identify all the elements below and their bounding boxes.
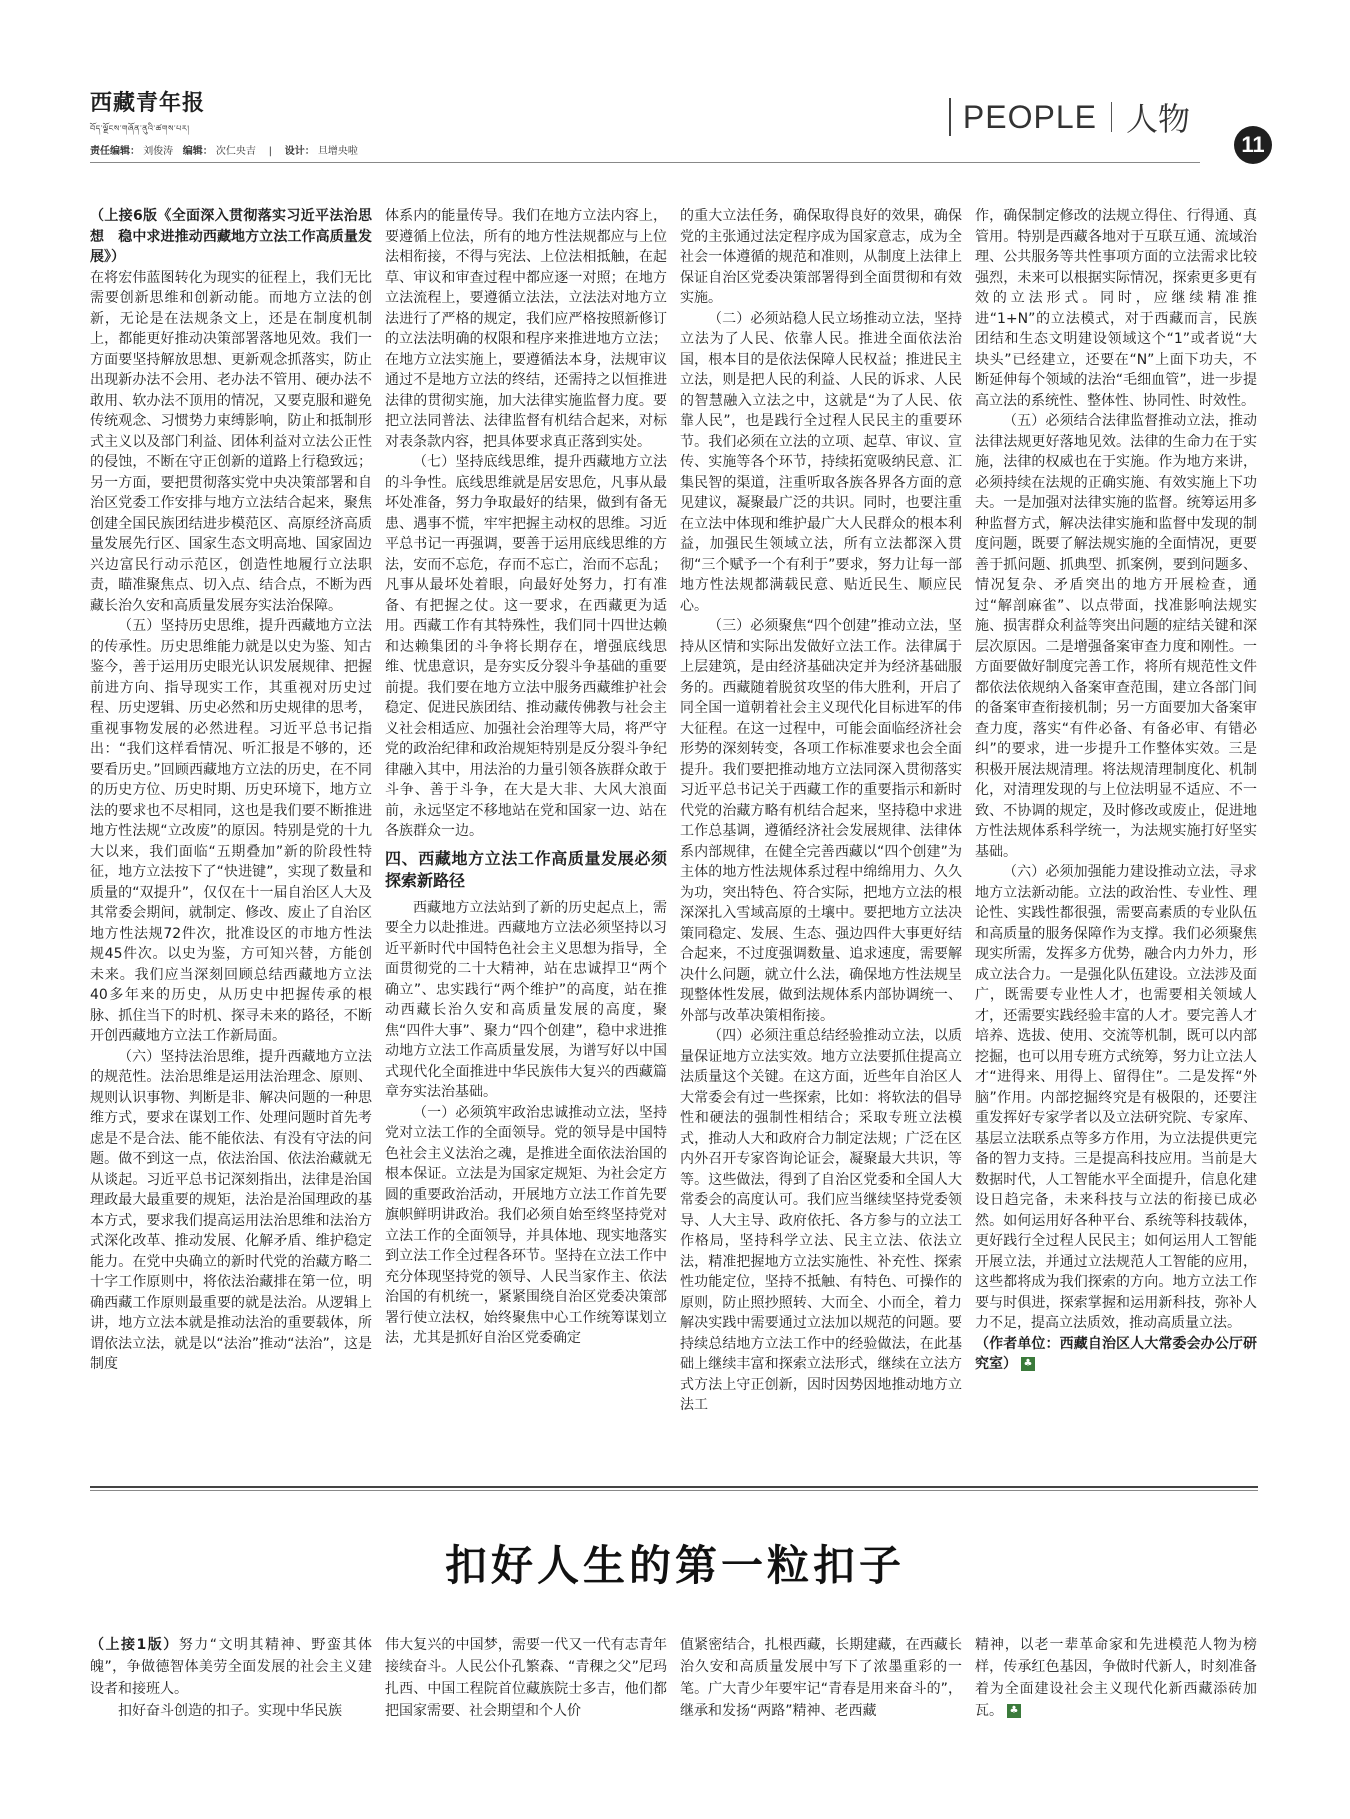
article2-column-3 xyxy=(680,1634,962,1722)
paragraph xyxy=(90,1047,372,1375)
paragraph-text: 努力“文明其精神、野蛮其体魄”，争做德智体美劳全面发展的社会主义建设者和接班人。 xyxy=(90,1637,372,1697)
paragraph xyxy=(385,452,667,842)
paragraph-text: 值紧密结合，扎根西藏，长期建藏，在西藏长治久安和高质量发展中写下了浓墨重彩的一笔。广大青少年要牢记“青春是用来奋斗的”，继承和发扬“两路”精神、老西藏 xyxy=(680,1637,962,1719)
editor-label: 责任编辑： xyxy=(90,146,140,157)
article-column-4 xyxy=(975,206,1257,1481)
paragraph-text: （五）坚持历史思维，提升西藏地方立法的传承性。历史思维能力就是以史为鉴、知古鉴今，善于运用历史眼光认识发展规律、把握前进方向、指导现实工作，其重视对历史过程、历史逻辑、历史必然和历史规律的思考，重视事物发展的必然进程。习近平总书记指出：“我们这样看情况、听汇报是不够的，还要看历史。”回顾西藏地方立法的历史，在不同的历史方位、历史时期、历史环境下，地方立法的要求也不尽相同，这也是我们要不断推进地方性法规“立改废”的原因。特别是党的十九大以来，我们面临“五期叠加”新的阶段性特征，地方立法按下了“快进键”，实现了数量和质量的“双提升”，仅仅在十一届自治区人大及其常委会期间，就制定、修改、废止了自治区地方性法规72件次，批准设区的市地方性法规45件次。以史为鉴，方可知兴替，方能创未来。我们应当深刻回顾总结西藏地方立法40多年来的历史，从历史中把握传承的根脉、抓住当下的时机、探寻未来的路径，不断开创西藏地方立法工作新局面。 xyxy=(90,618,372,1044)
paragraph-text: （一）必须筑牢政治忠诚推动立法，坚持党对立法工作的全面领导。党的领导是中国特色社会主义法治之魂，是推进全面依法治国的根本保证。立法是为国家定规矩、为社会定方圆的重要政治活动，开展地方立法工作首先要旗帜鲜明讲政治。我们必须自始至终坚持党对立法工作的全面领导，并具体地、现实地落实到立法工作全过程各环节。坚持在立法工作中充分体现坚持党的领导、人民当家作主、依法治国的有机统一，紧紧围绕自治区党委决策部署行使立法权，始终聚焦中心工作统筹谋划立法，尤其是抓好自治区党委确定 xyxy=(385,1104,667,1346)
paragraph xyxy=(680,616,962,1026)
paragraph xyxy=(680,206,962,309)
section-title-en: PEOPLE xyxy=(962,98,1097,135)
paragraph-text: （四）必须注重总结经验推动立法，以质量保证地方立法实效。地方立法要抓住提高立法质量这个关键。在这方面，近些年自治区人大常委会有过一些探索，比如：将软法的倡导性和硬法的强制性相结合；采取专班立法模式，推动人大和政府合力制定法规；广泛在区内外召开专家咨询论证会，凝聚最大共识，等等。这些做法，得到了自治区党委和全国人大常委会的高度认可。我们应当继续坚持党委领导、人大主导、政府依托、各方参与的立法工作格局，坚持科学立法、民主立法、依法立法，精准把握地方立法实施性、补充性、探索性功能定位，坚持不抵触、有特色、可操作的原则，防止照抄照转、大而全、小而全，着力解决实践中需要通过立法加以规范的问题。要持续总结地方立法工作中的经验做法，在此基础上继续丰富和探索立法形式，继续在立法方式方法上守正创新，因时因势因地推动地方立法工 xyxy=(680,1028,962,1413)
paragraph xyxy=(90,206,372,268)
paragraph-text: （七）坚持底线思维，提升西藏地方立法的斗争性。底线思维就是居安思危，凡事从最坏处准备，努力争取最好的结果，做到有备无患、遇事不慌，牢牢把握主动权的思维。习近平总书记一再强调，要善于运用底线思维的方法，安而不忘危，存而不忘亡，治而不忘乱；凡事从最坏处着眼，向最好处努力，打有准备、有把握之仗。这一要求，在西藏更为适用。西藏工作有其特殊性，我们同十四世达赖和达赖集团的斗争将长期存在，增强底线思维、忧患意识，是夯实反分裂斗争基础的重要前提。我们要在地方立法中服务西藏维护社会稳定、促进民族团结、推动藏传佛教与社会主义社会相适应、加强社会治理等大局，将严守党的政治纪律和政治规矩特别是反分裂斗争纪律融入其中，用法治的力量引领各族群众敢于斗争、善于斗争，在大是大非、大风大浪面前，永远坚定不移地站在党和国家一边、站在各族群众一边。 xyxy=(385,454,667,839)
paragraph xyxy=(385,898,667,1103)
paragraph xyxy=(680,1634,962,1722)
paragraph xyxy=(680,1026,962,1416)
page-number: 11 xyxy=(1234,126,1272,164)
paragraph xyxy=(975,206,1257,411)
paragraph-text: 扣好奋斗创造的扣子。实现中华民族 xyxy=(118,1703,342,1719)
editor2-label: 编辑： xyxy=(182,146,213,157)
paragraph xyxy=(975,411,1257,862)
newspaper-logo: 西藏青年报 xyxy=(90,90,206,116)
section-title-cn: 人物 xyxy=(1125,100,1190,138)
masthead xyxy=(90,86,250,142)
article-body xyxy=(90,206,1258,1481)
credits-separator: | xyxy=(268,146,273,157)
paragraph-text: （三）必须聚焦“四个创建”推动立法，坚持从区情和实际出发做好立法工作。法律属于上层建筑，是由经济基础决定并为经济基础服务的。西藏随着脱贫攻坚的伟大胜利，开启了同全国一道朝着社会主义现代化目标进军的伟大征程。在这一过程中，可能会面临经济社会形势的深刻转变，各项工作标准要求也会全面提升。我们要把推动地方立法同深入贯彻落实习近平总书记关于西藏工作的重要指示和新时代党的治藏方略有机结合起来，坚持稳中求进工作总基调，遵循经济社会发展规律、法律体系内部规律，在健全完善西藏以“四个创建”为主体的地方性法规体系过程中绵绵用力、久久为功，突出特色、符合实际，把地方立法的根深深扎入雪域高原的土壤中。要把地方立法决策同稳定、发展、生态、强边四件大事更好结合起来，不过度强调数量、追求速度，需要解决什么问题，就立什么法，确保地方性法规呈现整体性发展，做到法规体系内部协调统一、外部与改革决策相衔接。 xyxy=(680,618,962,1024)
header-rule xyxy=(90,162,1200,163)
paragraph-text: （二）必须站稳人民立场推动立法，坚持立法为了人民、依靠人民。推进全面依法治国，根本目的是依法保障人民权益；推进民主立法，则是把人民的利益、人民的诉求、人民的智慧融入立法之中，这就是“为了人民、依靠人民”，也是践行全过程人民民主的重要环节。我们必须在立法的立项、起草、审议、宣传、实施等各个环节，持续拓宽吸纳民意、汇集民智的渠道，注重听取各族各界各方面的意见建议，凝聚最广泛的共识。同时，也要注重在立法中体现和维护最广大人民群众的根本利益，加强民生领域立法，所有立法都深入贯彻“三个赋予一个有利于”要求，努力让每一部地方性法规都满载民意、贴近民生、顺应民心。 xyxy=(680,310,962,614)
paragraph xyxy=(90,1634,372,1700)
editor-name: 刘俊涛 xyxy=(143,146,174,157)
paragraph-text: 伟大复兴的中国梦，需要一代又一代有志青年接续奋斗。人民公仆孔繁森、“青稞之父”尼玛扎西、中国工程院首位藏族院士多吉，他们都把国家需要、社会期望和个人价 xyxy=(385,1637,667,1719)
paragraph-text: 四、西藏地方立法工作高质量发展必须探索新路径 xyxy=(385,848,667,890)
paragraph-text: （作者单位：西藏自治区人大常委会办公厅研究室） xyxy=(975,1335,1257,1372)
paragraph-text: 的重大立法任务，确保取得良好的效果，确保党的主张通过法定程序成为国家意志，成为全社会一体遵循的规范和准则，从制度上法律上保证自治区党委决策部署得到全面贯彻和有效实施。 xyxy=(680,208,962,306)
paragraph-text: （六）坚持法治思维，提升西藏地方立法的规范性。法治思维是运用法治理念、原则、规则认识事物、判断是非、解决问题的一种思维方式，要求在谋划工作、处理问题时首先考虑是不是合法、能不能依法、有没有守法的问题。做不到这一点，依法治国、依法治藏就无从谈起。习近平总书记深刻指出，法律是治国理政最大最重要的规矩，法治是治国理政的基本方式，要求我们提高运用法治思维和法治方式深化改革、推动发展、化解矛盾、维护稳定能力。在党中央确立的新时代党的治藏方略二十字工作原则中，将依法治藏排在第一位，明确西藏工作原则最重要的就是法治。从逻辑上讲，地方立法本就是推动法治的重要载体，所谓依法立法，就是以“法治”推动“法治”，这是制度 xyxy=(90,1048,372,1372)
editor2-name: 次仁央吉 xyxy=(215,146,256,157)
section-heading xyxy=(385,848,667,892)
paragraph xyxy=(90,616,372,1047)
article2-column-4 xyxy=(975,1634,1257,1722)
section-header xyxy=(949,94,1190,140)
paragraph-text: （五）必须结合法律监督推动立法，推动法律法规更好落地见效。法律的生命力在于实施，法律的权威也在于实施。作为地方来讲，必须持续在法规的正确实施、有效实施上下功夫。一是加强对法律实施的监督。统筹运用多种监督方式，解决法律实施和监督中发现的制度问题，既要了解法规实施的全面情况，更要善于抓问题、抓典型、抓案例，要到问题多、情况复杂、矛盾突出的地方开展检查，通过“解剖麻雀”、以点带面，找准影响法规实施、损害群众利益等突出问题的症结关键和深层次原因。二是增强备案审查力度和刚性。一方面要做好制度完善工作，将所有规范性文件都依法依规纳入备案审查范围，建立各部门间的备案审查衔接机制；另一方面要加大备案审查力度，落实“有件必备、有备必审、有错必纠”的要求，进一步提升工作整体实效。三是积极开展法规清理。将法规清理制度化、机制化，对清理发现的与上位法明显不适应、不一致、不协调的规定，及时修改或废止，促进地方性法规体系科学统一，为法规实施打好坚实基础。 xyxy=(975,413,1257,860)
paragraph xyxy=(385,1634,667,1722)
paragraph-text: （六）必须加强能力建设推动立法，寻求地方立法新动能。立法的政治性、专业性、理论性、实践性都很强，需要高素质的专业队伍和高质量的服务保障作为支撑。我们必须聚焦现实所需，发挥多方优势，融合内力外力，形成立法合力。一是强化队伍建设。立法涉及面广，既需要专业性人才，也需要相关领域人才，还需要实践经验丰富的人才。要完善人才培养、选拔、使用、交流等机制，既可以内部挖掘，也可以用专班方式统筹，努力让立法人才“进得来、用得上、留得住”。二是发挥“外脑”作用。内部挖掘终究是有极限的，还要注重发挥好专家学者以及立法研究院、专家库、基层立法联系点等多方作用，为立法提供更完备的智力支持。三是提高科技应用。当前是大数据时代，人工智能水平全面提升，信息化建设日趋完备，未来科技与立法的衔接已成必然。如何运用好各种平台、系统等科技载体，更好践行全过程人民民主；如何运用人工智能开展立法，并通过立法规范人工智能的应用，这些都将成为我们探索的方向。地方立法工作要与时俱进，探索掌握和运用新科技，弥补人力不足，提高立法质效，推动高质量立法。 xyxy=(975,864,1257,1331)
paragraph xyxy=(90,268,372,617)
continuation-note: （上接1版） xyxy=(90,1637,179,1653)
paragraph-text: 精神，以老一辈革命家和先进模范人物为榜样，传承红色基因，争做时代新人，时刻准备着为全面建设社会主义现代化新西藏添砖加瓦。 xyxy=(975,1637,1257,1719)
paragraph-text: （上接6版《全面深入贯彻落实习近平法治思想 稳中求进推动西藏地方立法工作高质量发展》） xyxy=(90,208,372,265)
paragraph xyxy=(680,309,962,617)
newspaper-logo-tibetan: བོད་ལྗོངས་གཞོན་ནུའི་ཚགས་པར། xyxy=(90,124,190,133)
paragraph-text: 作，确保制定修改的法规立得住、行得通、真管用。特别是西藏各地对于互联互通、流域治理、公共服务等共性事项方面的立法需求比较强烈，未来可以根据实际情况，探索更多更有效的立法形式。同时，应继续精准推进“1+N”的立法模式，对于西藏而言，民族团结和生态文明建设领域这个“1”或者说“大块头”已经建立，还要在“N”上面下功夫，不断延伸每个领域的法治“毛细血管”，进一步提高立法的系统性、整体性、协同性、时效性。 xyxy=(975,208,1257,409)
paragraph xyxy=(90,1700,372,1722)
end-mark-icon: ♣ xyxy=(1021,1357,1035,1371)
paragraph xyxy=(975,862,1257,1334)
credits-line xyxy=(90,142,358,157)
section-bar xyxy=(949,98,951,136)
paragraph-text: 西藏地方立法站到了新的历史起点上，需要全力以赴推进。西藏地方立法必须坚持以习近平新时代中国特色社会主义思想为指导，全面贯彻党的二十大精神，站在忠诚捍卫“两个确立”、忠实践行“两个维护”的高度，站在推动西藏长治久安和高质量发展的高度，聚焦“四件大事”、聚力“四个创建”，稳中求进推动地方立法工作高质量发展，为谱写好以中国式现代化全面推进中华民族伟大复兴的西藏篇章夯实法治基础。 xyxy=(385,899,667,1100)
designer-name: 旦增央啦 xyxy=(317,146,358,157)
section-divider-thin xyxy=(90,1490,1258,1491)
paragraph-text: 体系内的能量传导。我们在地方立法内容上，要遵循上位法，所有的地方性法规都应与上位法相衔接，不得与宪法、上位法相抵触，在起草、审议和审查过程中都应逐一对照；在地方立法流程上，要遵循立法法，立法法对地方立法进行了严格的规定，我们应严格按照新修订的立法法明确的权限和程序来推进地方立法；在地方立法实施上，要遵循法本身，法规审议通过不是地方立法的终结，还需持之以恒推进法律的贯彻实施，加大法律实施监督力度。要把立法同普法、法律监督有机结合起来，对标对表条款内容，把具体要求真正落到实处。 xyxy=(385,208,667,450)
article2-column-1 xyxy=(90,1634,372,1722)
section-divider xyxy=(90,1486,1258,1488)
end-mark-icon: ♣ xyxy=(1007,1704,1021,1718)
article-column-1 xyxy=(90,206,372,1481)
designer-label: 设计： xyxy=(284,146,315,157)
article2-column-2 xyxy=(385,1634,667,1722)
paragraph-text: 在将宏伟蓝图转化为现实的征程上，我们无比需要创新思维和创新动能。而地方立法的创新，无论是在法规条文上，还是在制度机制上，都能更好推动决策部署落地见效。我们一方面要坚持解放思想、更新观念抓落实，防止出现新办法不会用、老办法不管用、硬办法不敢用、软办法不顶用的情况，又要克服和避免传统观念、习惯势力束缚影响，防止和抵制形式主义以及部门利益、团体利益对立法公正性的侵蚀，不断在守正创新的道路上行稳致远；另一方面，要把贯彻落实党中央决策部署和自治区党委工作安排与地方立法结合起来，聚焦创建全国民族团结进步模范区、高原经济高质量发展先行区、国家生态文明高地、国家固边兴边富民行动示范区，创造性地履行立法职责，瞄准聚焦点、切入点、结合点，不断为西藏长治久安和高质量发展夯实法治保障。 xyxy=(90,269,372,614)
paragraph xyxy=(385,206,667,452)
section-separator xyxy=(1111,102,1112,132)
article-column-2 xyxy=(385,206,667,1481)
article2-body xyxy=(90,1634,1258,1784)
paragraph xyxy=(385,1103,667,1349)
paragraph xyxy=(975,1634,1257,1722)
article-column-3 xyxy=(680,206,962,1481)
article2-headline: 扣好人生的第一粒扣子 xyxy=(444,1541,905,1590)
author-affiliation xyxy=(975,1334,1257,1375)
